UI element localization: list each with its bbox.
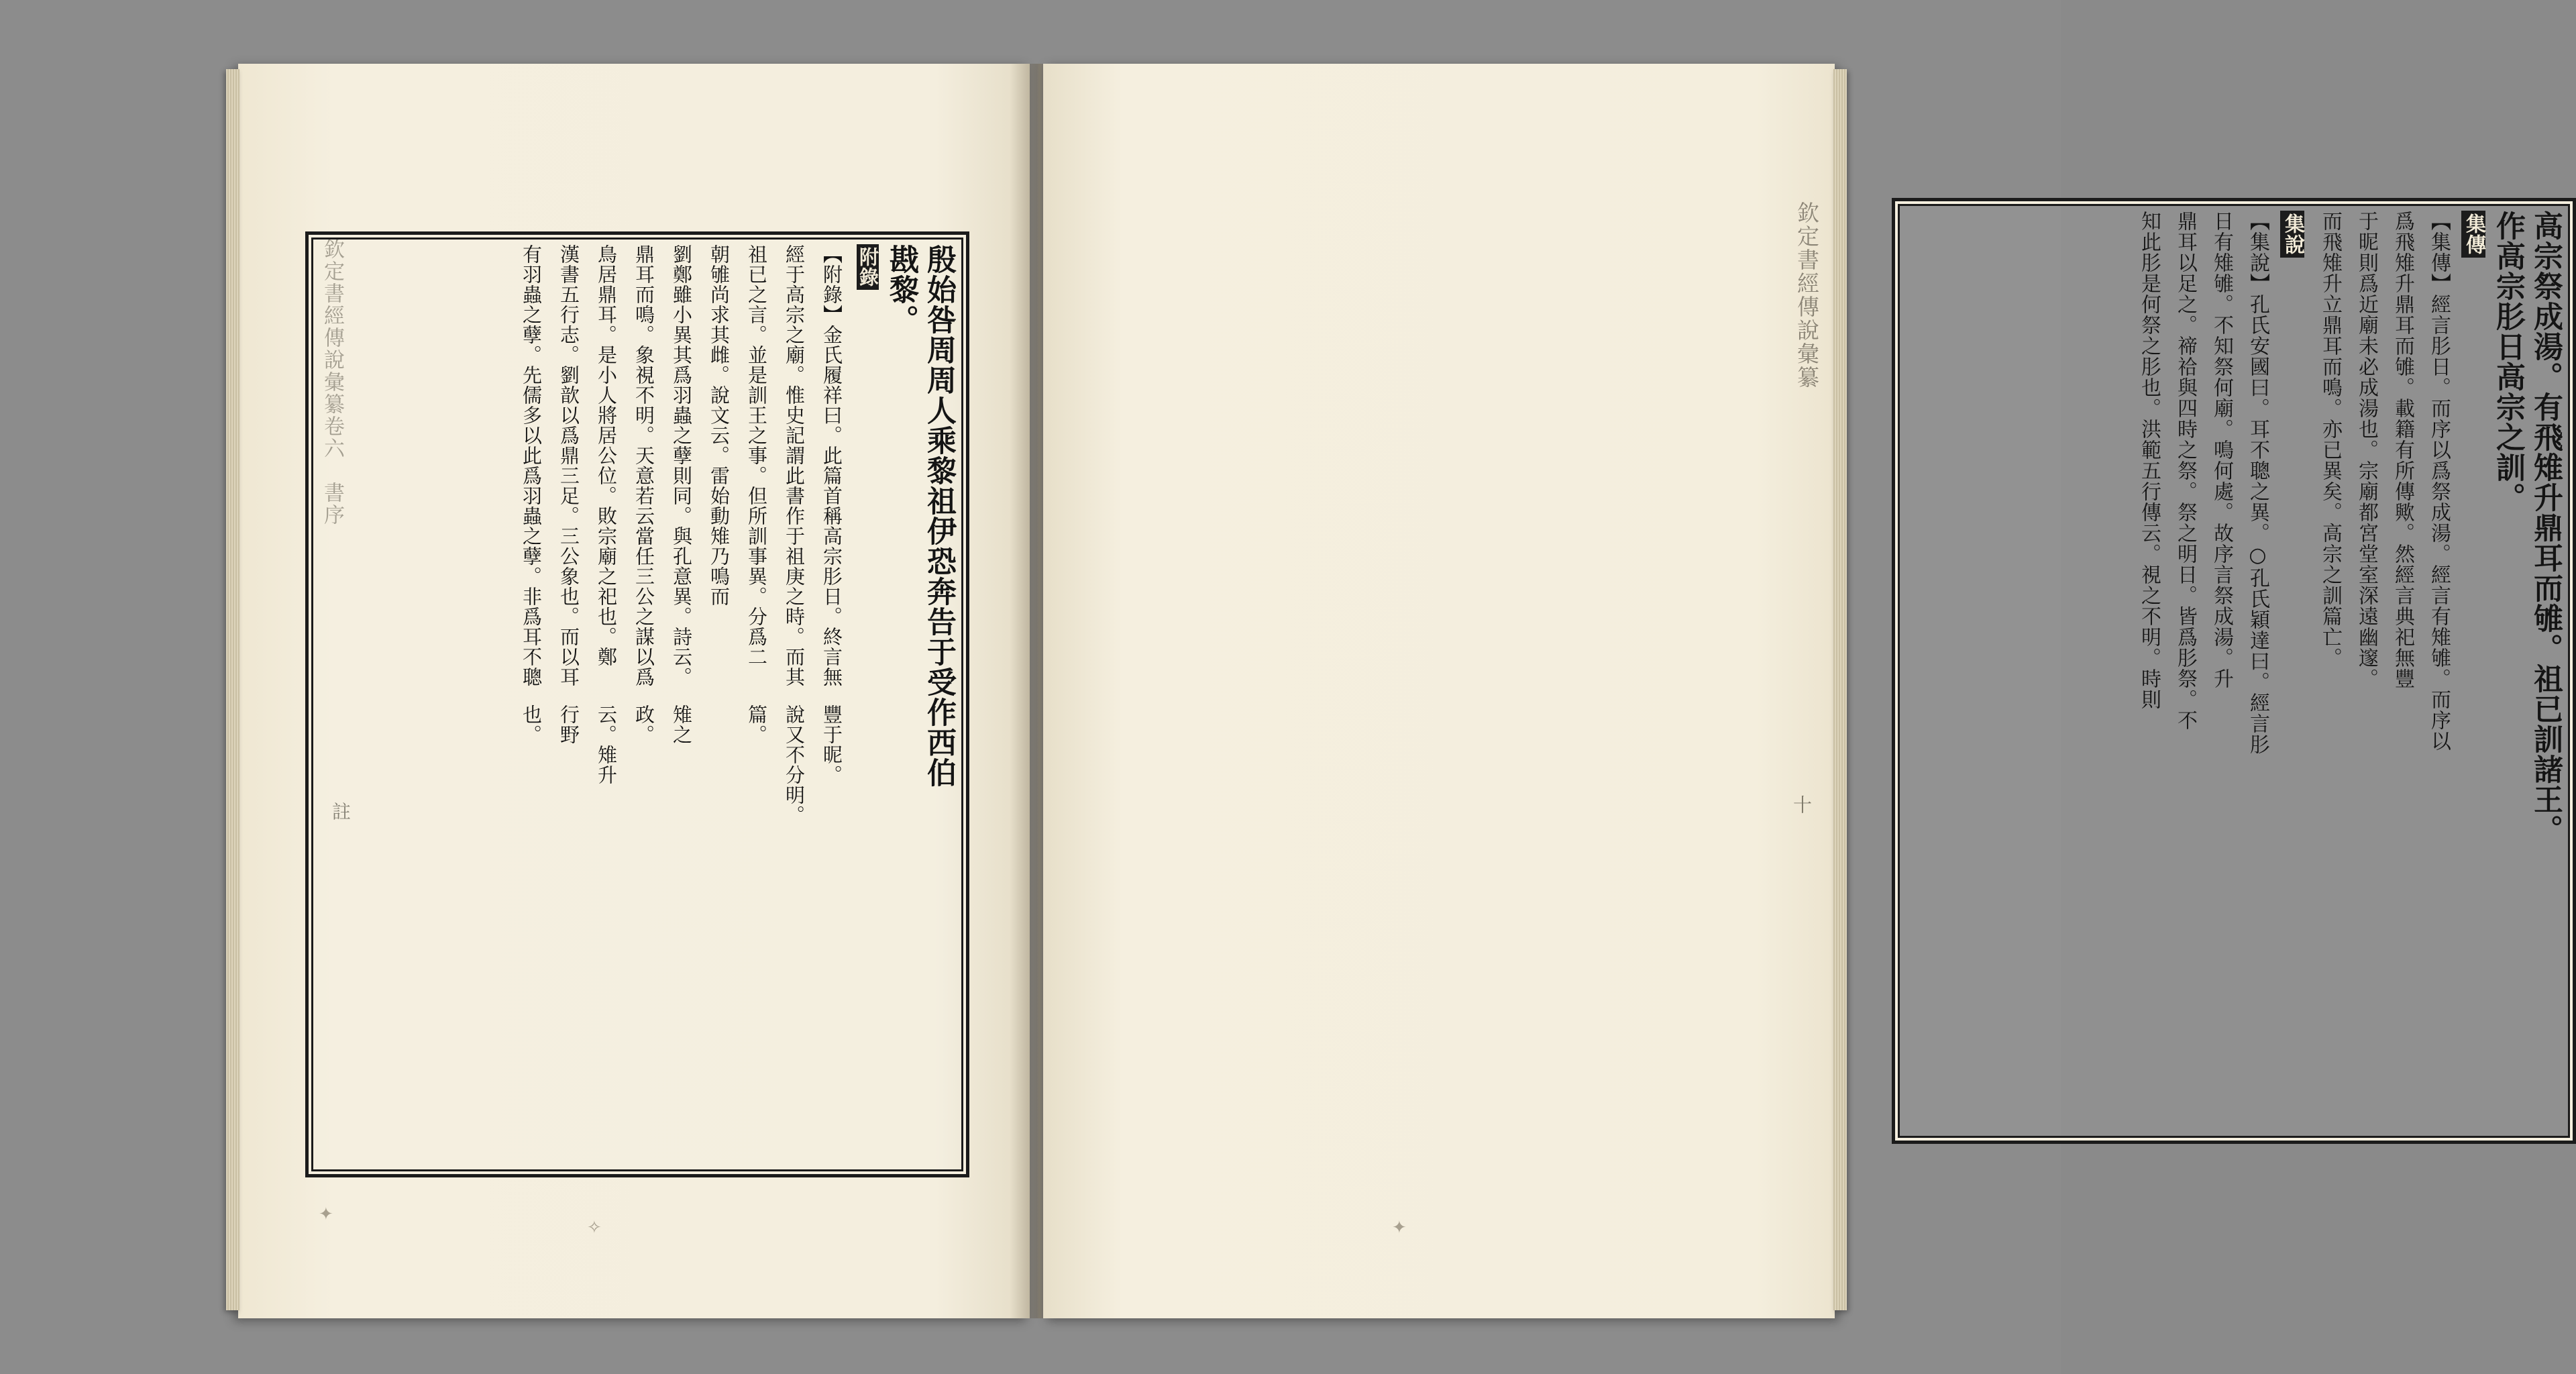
- text-column-commentary: [2449, 211, 2485, 258]
- text-column-annotation: 經于高宗之廟。惟史記謂此書作于祖庚之時。而其說又不分明。: [783, 244, 806, 825]
- left-folio-number: 註: [329, 802, 352, 821]
- text-column-annotation: 有羽蟲之孽。先儒多以此爲羽蟲之孽。非爲耳不聰也。: [520, 244, 543, 745]
- text-column-commentary: [2268, 211, 2304, 258]
- left-page-banner: 欽定書經傳說彙纂卷六 書序: [320, 238, 344, 526]
- text-column: 高宗祭成湯。有飛雉升鼎耳而雊。祖已訓諸王。: [2528, 211, 2563, 845]
- text-column: 作高宗肜日高宗之訓。: [2491, 211, 2525, 513]
- corner-mark: ✧: [587, 1218, 602, 1238]
- right-page: [1043, 64, 2563, 1318]
- text-column-commentary: 鼎耳以足之。禘祫與四時之祭。祭之明日。皆爲肜祭。不: [2174, 211, 2197, 731]
- text-column-annotation: 鳥居鼎耳。是小人將居公位。敗宗廟之祀也。鄭云。雉升: [595, 244, 618, 785]
- text-column-annotation: 朝雊尚求其雌。說文云。雷始動雉乃鳴而: [708, 244, 731, 606]
- left-page-edge: [226, 69, 239, 1310]
- text-column-annotation: 【附錄】金氏履祥曰。此篇首稱高宗肜日。終言無豐于昵。: [820, 244, 843, 785]
- text-column-commentary: 【集說】孔氏安國曰。耳不聰之異。○孔氏穎達曰。經言肜: [2246, 211, 2269, 755]
- text-column: 戡黎。: [884, 244, 918, 335]
- text-column-annotation: [841, 244, 879, 335]
- left-columns: [321, 244, 954, 1165]
- jishuo-tag: 集說: [2280, 211, 2304, 258]
- left-page: [238, 64, 1030, 1318]
- right-page-edge: [1833, 69, 1847, 1310]
- text-column-commentary: 【集傳】經言肜日。而序以爲祭成湯。經言有雉雊。而序以: [2427, 211, 2451, 751]
- text-column-annotation: 祖已之言。並是訓王之事。但所訓事異。分爲二篇。: [745, 244, 768, 745]
- right-folio-number: 十: [1790, 795, 1813, 814]
- left-text-frame: [305, 231, 969, 1177]
- fulu-tag: 附錄: [857, 244, 879, 290]
- corner-mark: ✦: [319, 1204, 333, 1224]
- text-column-annotation: 鼎耳而鳴。象視不明。天意若云當任三公之謀以爲政。: [633, 244, 655, 745]
- text-column: 殷始咎周周人乘黎祖伊恐奔告于受作西伯: [922, 244, 956, 788]
- corner-mark: ✦: [1392, 1218, 1407, 1238]
- page-title: 欽定書經傳說彙纂: [1794, 201, 1820, 389]
- right-text-frame: [1892, 198, 2576, 1144]
- jizhuan-tag: 集傳: [2461, 211, 2485, 258]
- open-book: [238, 64, 2563, 1318]
- text-column-commentary: 而飛雉升立鼎耳而鳴。亦已異矣。高宗之訓篇亡。: [2318, 211, 2342, 668]
- text-column-commentary: 爲飛雉升鼎耳而雊。載籍有所傳歟。然經言典祀無豐: [2391, 211, 2414, 689]
- text-column-commentary: 日有雉雊。不知祭何廟。鳴何處。故序言祭成湯。升: [2210, 211, 2233, 689]
- text-column-commentary: 于昵則爲近廟未必成湯也。宗廟都宮堂室深遠幽邃。: [2355, 211, 2378, 689]
- text-column-annotation: 劉鄭雖小異其爲羽蟲之孽則同。與孔意異。詩云。雉之: [670, 244, 693, 745]
- text-column-commentary: 知此肜是何祭之肜也。洪範五行傳云。視之不明。時則: [2137, 211, 2161, 710]
- text-column-annotation: 漢書五行志。劉歆以爲鼎三足。三公象也。而以耳行野: [557, 244, 580, 745]
- right-columns: [1907, 211, 2561, 1131]
